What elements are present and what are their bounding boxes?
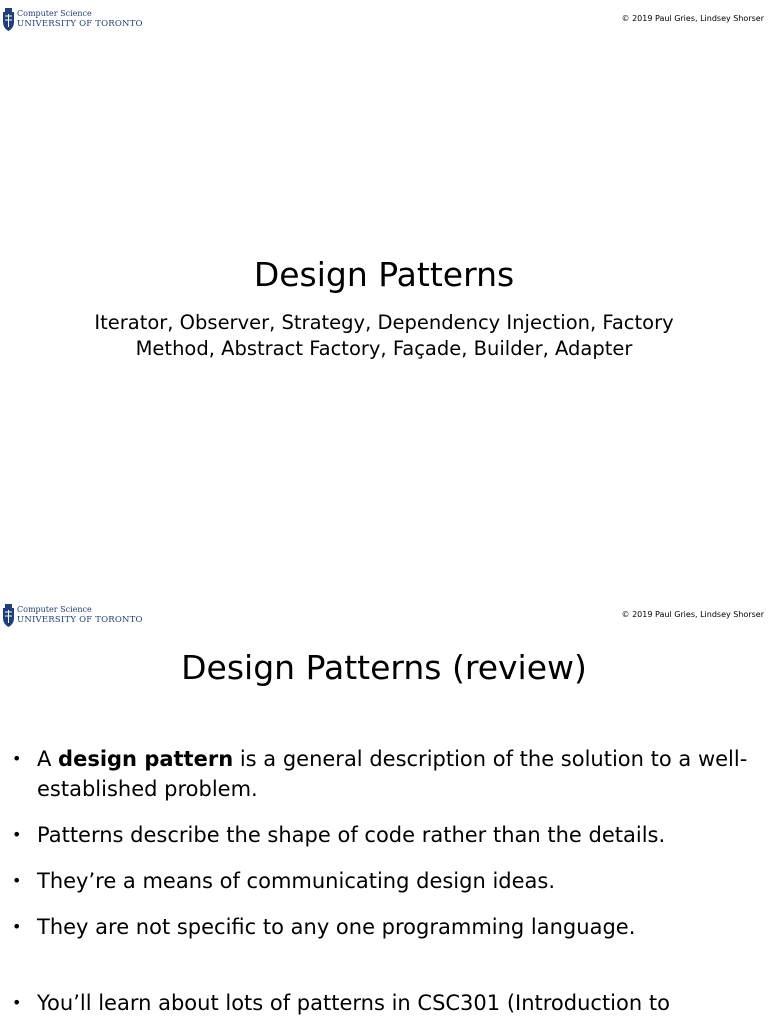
bullet-list [0,744,768,1034]
bullet-icon: • [12,993,22,1012]
university-logo [2,8,143,36]
term-design-pattern: design pattern [58,747,234,771]
bullet-icon: • [12,871,22,890]
subtitle-line-1: Iterator, Observer, Strategy, Dependency Injection, Factory [94,311,674,334]
crest-icon [2,604,15,628]
slide-title: Design Patterns (review) [181,648,587,687]
copyright-notice: © 2019 Paul Gries, Lindsey Shorser [621,610,764,619]
logo-department: Computer Science [17,605,92,614]
university-logo [2,604,143,632]
slide-subtitle [60,310,708,362]
bullet-icon: • [12,825,22,844]
logo-university: UNIVERSITY OF TORONTO [17,615,143,625]
copyright-notice: © 2019 Paul Gries, Lindsey Shorser [621,14,764,23]
subtitle-line-2: Method, Abstract Factory, Façade, Builder, Adapter [135,337,633,360]
logo-department: Computer Science [17,9,92,18]
content-slide [0,596,768,1024]
list-item: • A design pattern is a general description of the solution to a well-established problem. [0,744,768,804]
list-item: • You’ll learn about lots of patterns in CSC301 (Introduction to [0,988,768,1018]
list-item: • They are not specific to any one programming language. [0,912,768,942]
list-item: • Patterns describe the shape of code rather than the details. [0,820,768,850]
list-item: • They’re a means of communicating design ideas. [0,866,768,896]
logo-university: UNIVERSITY OF TORONTO [17,19,143,29]
bullet-icon: • [12,917,22,936]
crest-icon [2,8,15,32]
slide-title: Design Patterns [253,255,515,294]
bullet-icon: • [12,749,22,768]
